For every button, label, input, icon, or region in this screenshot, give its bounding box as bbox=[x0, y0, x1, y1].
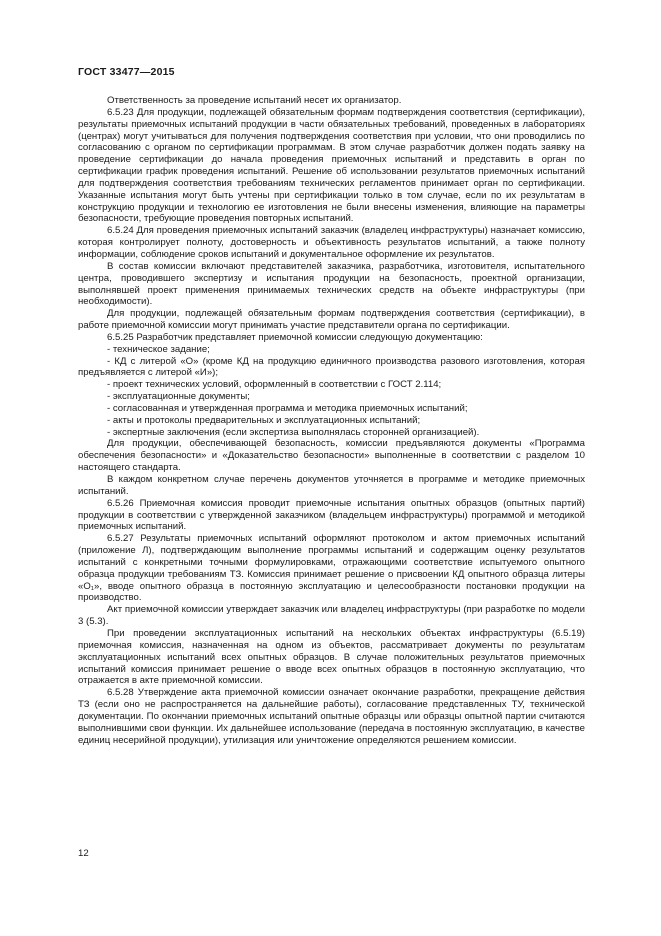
paragraph: Ответственность за проведение испытаний несет их организатор. bbox=[107, 95, 402, 106]
paragraph: В каждом конкретном случае перечень документов уточняется в программе и методике приемочных испытаний. bbox=[78, 474, 585, 497]
list-item: - акты и протоколы предварительных и эксплуатационных испытаний; bbox=[107, 414, 421, 426]
list-item: - экспертные заключения (если экспертиза выполнялась сторонней организацией). bbox=[107, 426, 480, 438]
paragraph: 6.5.23 Для продукции, подлежащей обязательным формам подтверждения соответствия (сертификации), результаты приемочных испытаний продукции в части обязательных требований, проведенных в лабораториях (центрах) могут учитываться для получения подтверждения соответствия при условии, что они проводились по согласованию с органом по сертификации программам. В этом случае разработчик должен подать заявку на проведение сертификации до начала проведения приемочных испытаний и представить в орган по сертификации график проведения испытаний. Решение об использовании результатов приемочных испытаний для подтверждения соответствия требованиям технических регламентов принимает орган по сертификации. Указанные испытания могут быть учтены при сертификации только в том случае, если по их результатам в конструкцию продукции и технологию ее изготовления не были внесены изменения, влияющие на параметры безопасности, требующие проведения повторных испытаний. bbox=[78, 106, 585, 225]
list-item: - техническое задание; bbox=[107, 343, 210, 355]
paragraph: 6.5.28 Утверждение акта приемочной комиссии означает окончание разработки, прекращение действия ТЗ (если оно не распространяется на дальнейшие работы), согласование представленных ТУ, технической документации. По окончании приемочных испытаний опытные образцы или образцы опытной партии считаются выполнившими свои функции. Их дальнейшее использование (передача в постоянную эксплуатацию, в качестве единиц несерийной продукции), утилизация или уничтожение определяются решением комиссии. bbox=[78, 687, 585, 746]
document-header: ГОСТ 33477—2015 bbox=[78, 66, 175, 78]
paragraph: Акт приемочной комиссии утверждает заказчик или владелец инфраструктуры (при разработке по модели 3 (5.3). bbox=[78, 604, 585, 628]
paragraph: Для продукции, подлежащей обязательным формам подтверждения соответствия (сертификации), в работе приемочной комиссии могут принимать участие представители органа по сертификации. bbox=[78, 308, 585, 332]
list-item: - эксплуатационные документы; bbox=[107, 391, 250, 403]
paragraph: 6.5.27 Результаты приемочных испытаний оформляют протоколом и актом приемочных испытаний (приложение Л), подтверждающим выполнение программы испытаний и содержащим оценку результатов испытаний с конкретными точными формулировками, отражающими соответствие испытуемого опытного образца продукции требованиям ТЗ. Комиссия принимает решение о присвоении КД опытного образца литеры «О₁», вводе опытного образца в постоянную эксплуатацию и целесообразности постановки продукции на производство. bbox=[78, 533, 585, 604]
document-body bbox=[78, 95, 585, 746]
list-item: - согласованная и утвержденная программа и методика приемочных испытаний; bbox=[107, 402, 468, 414]
paragraph: При проведении эксплуатационных испытаний на нескольких объектах инфраструктуры (6.5.19) приемочная комиссия, назначенная на одном из объектов, рассматривает документы по результатам эксплуатационных испытаний всех опытных образцов. В случае положительных результатов приемочных испытаний комиссия принимает решение о вводе всех опытных образцов в постоянную эксплуатацию, что отражается в акте приемочной комиссии. bbox=[78, 627, 585, 687]
paragraph: В состав комиссии включают представителей заказчика, разработчика, изготовителя, испытательного центра, проводившего экспертизу и испытания продукции на безопасность, проектной организации, выполнявшей проект применения принимаемых технических средств на объекте инфраструктуры (при необходимости). bbox=[78, 260, 585, 308]
list-item: - проект технических условий, оформленный в соответствии с ГОСТ 2.114; bbox=[107, 379, 442, 391]
paragraph: 6.5.24 Для проведения приемочных испытаний заказчик (владелец инфраструктуры) назначает комиссию, которая контролирует полноту, достоверность и объективность результатов испытаний, а также полноту информации, соблюдение сроков испытаний и документальное оформление их результатов. bbox=[78, 225, 585, 260]
page-number: 12 bbox=[78, 848, 89, 859]
paragraph: Для продукции, обеспечивающей безопасность, комиссии предъявляются документы «Программа обеспечения безопасности» и «Доказательство безопасности» выполненные в соответствии с разделом 10 настоящего стандарта. bbox=[78, 438, 585, 474]
list-item: - КД с литерой «О» (кроме КД на продукцию единичного производства разового изготовления, которая предъявляется с литерой «И»); bbox=[78, 355, 585, 379]
paragraph: 6.5.26 Приемочная комиссия проводит приемочные испытания опытных образцов (опытных партий) продукции в соответствии с утвержденной заказчиком (владельцем инфраструктуры) программой и методикой приемочных испытаний. bbox=[78, 497, 585, 533]
paragraph: 6.5.25 Разработчик представляет приемочной комиссии следующую документацию: bbox=[107, 331, 483, 343]
